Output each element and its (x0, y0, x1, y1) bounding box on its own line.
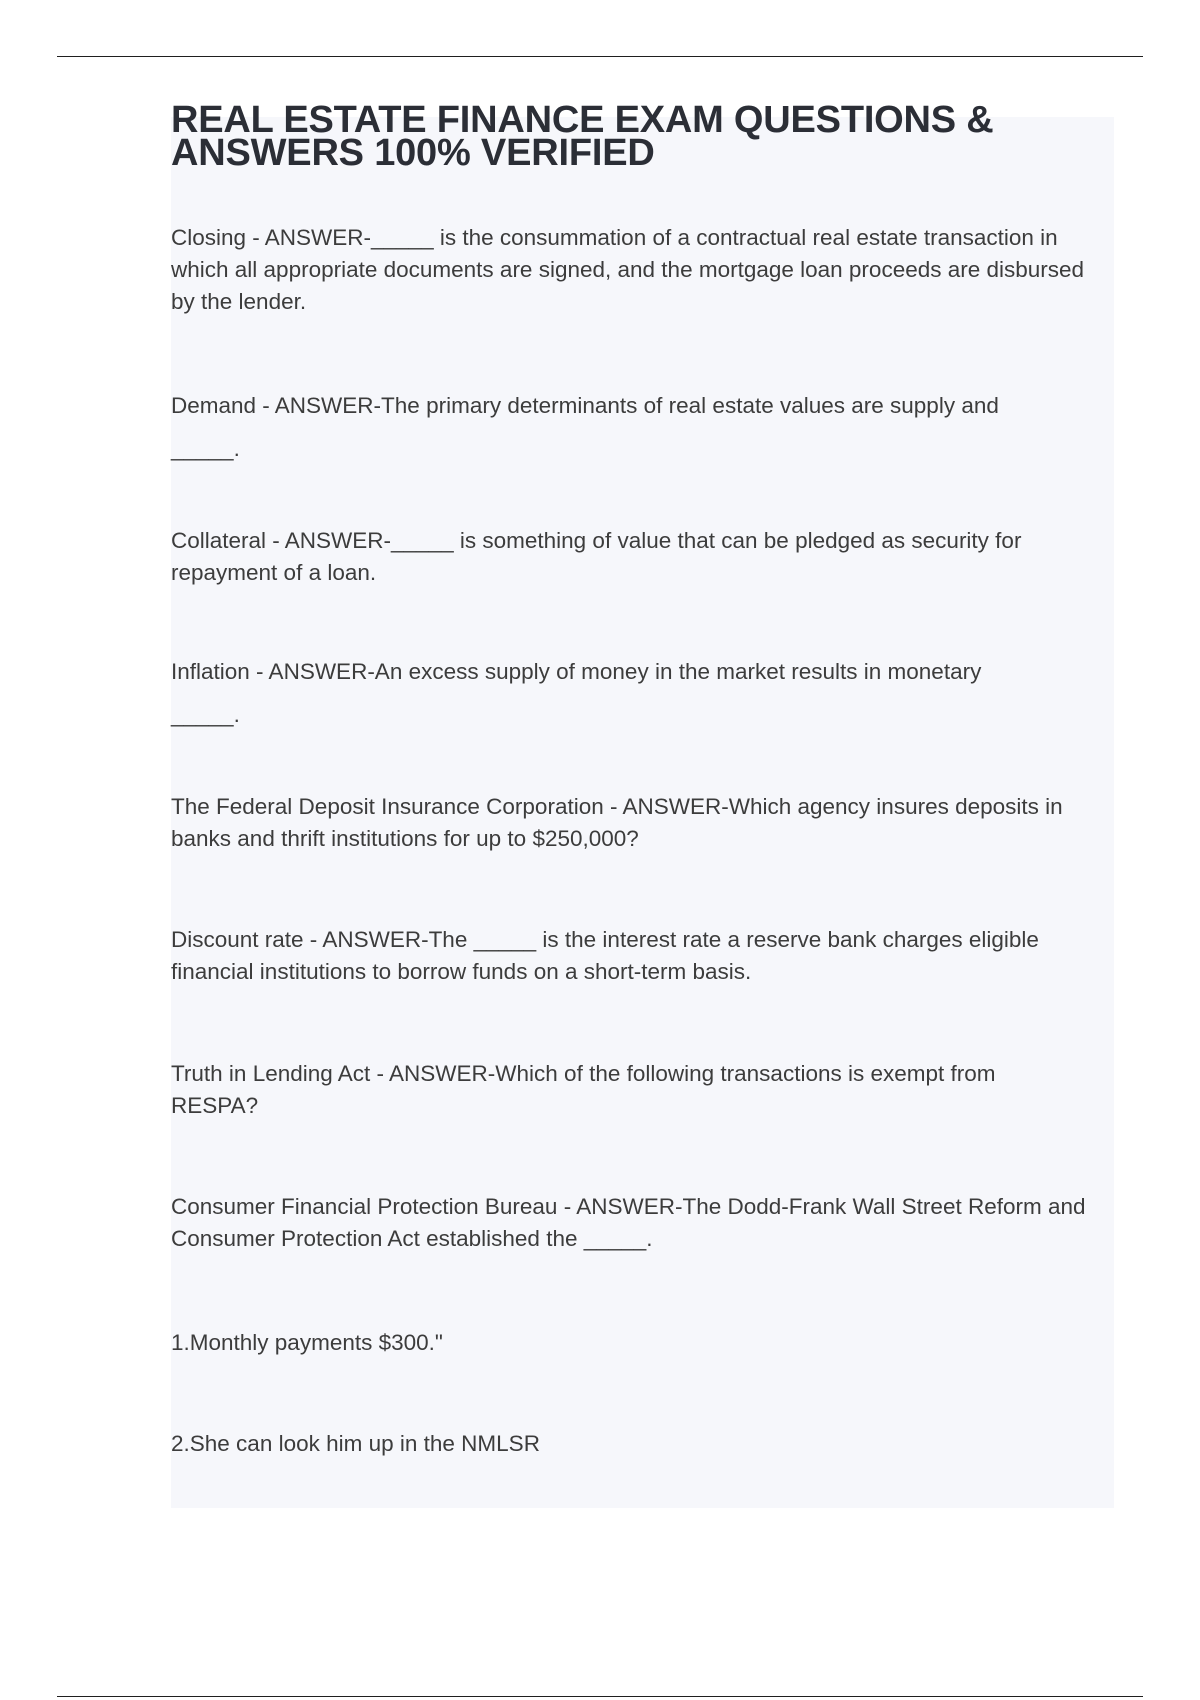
qa-entry-closing: Closing - ANSWER-_____ is the consummation of a contractual real estate transaction in which all appropriate documents are signed, and the mortgage loan proceeds are disbursed by the lender. (171, 225, 1085, 314)
qa-entry-truth-in-lending: Truth in Lending Act - ANSWER-Which of the following transactions is exempt from RESPA? (171, 1061, 996, 1118)
qa-entry-demand: Demand - ANSWER-The primary determinants of real estate values are supply and _____. (171, 393, 999, 461)
header-rule (57, 56, 1143, 57)
qa-entry-collateral: Collateral - ANSWER-_____ is something of value that can be pledged as security for repayment of a loan. (171, 528, 1022, 585)
qa-entry-cfpb: Consumer Financial Protection Bureau - ANSWER-The Dodd-Frank Wall Street Reform and Consumer Protection Act established the _____. (171, 1194, 1086, 1251)
page-title: REAL ESTATE FINANCE EXAM QUESTIONS & ANSWERS 100% VERIFIED (171, 99, 994, 174)
qa-entry-inflation: Inflation - ANSWER-An excess supply of money in the market results in monetary _____. (171, 659, 982, 727)
qa-entry-nmlsr: 2.She can look him up in the NMLSR (171, 1431, 540, 1456)
qa-entry-discount-rate: Discount rate - ANSWER-The _____ is the interest rate a reserve bank charges eligible financial institutions to borrow funds on a short-term basis. (171, 927, 1039, 984)
footer-rule (57, 1696, 1143, 1697)
qa-entry-monthly-payments: 1.Monthly payments $300." (171, 1330, 443, 1355)
qa-entry-fdic: The Federal Deposit Insurance Corporation - ANSWER-Which agency insures deposits in banks and thrift institutions for up to $250,000? (171, 794, 1063, 851)
